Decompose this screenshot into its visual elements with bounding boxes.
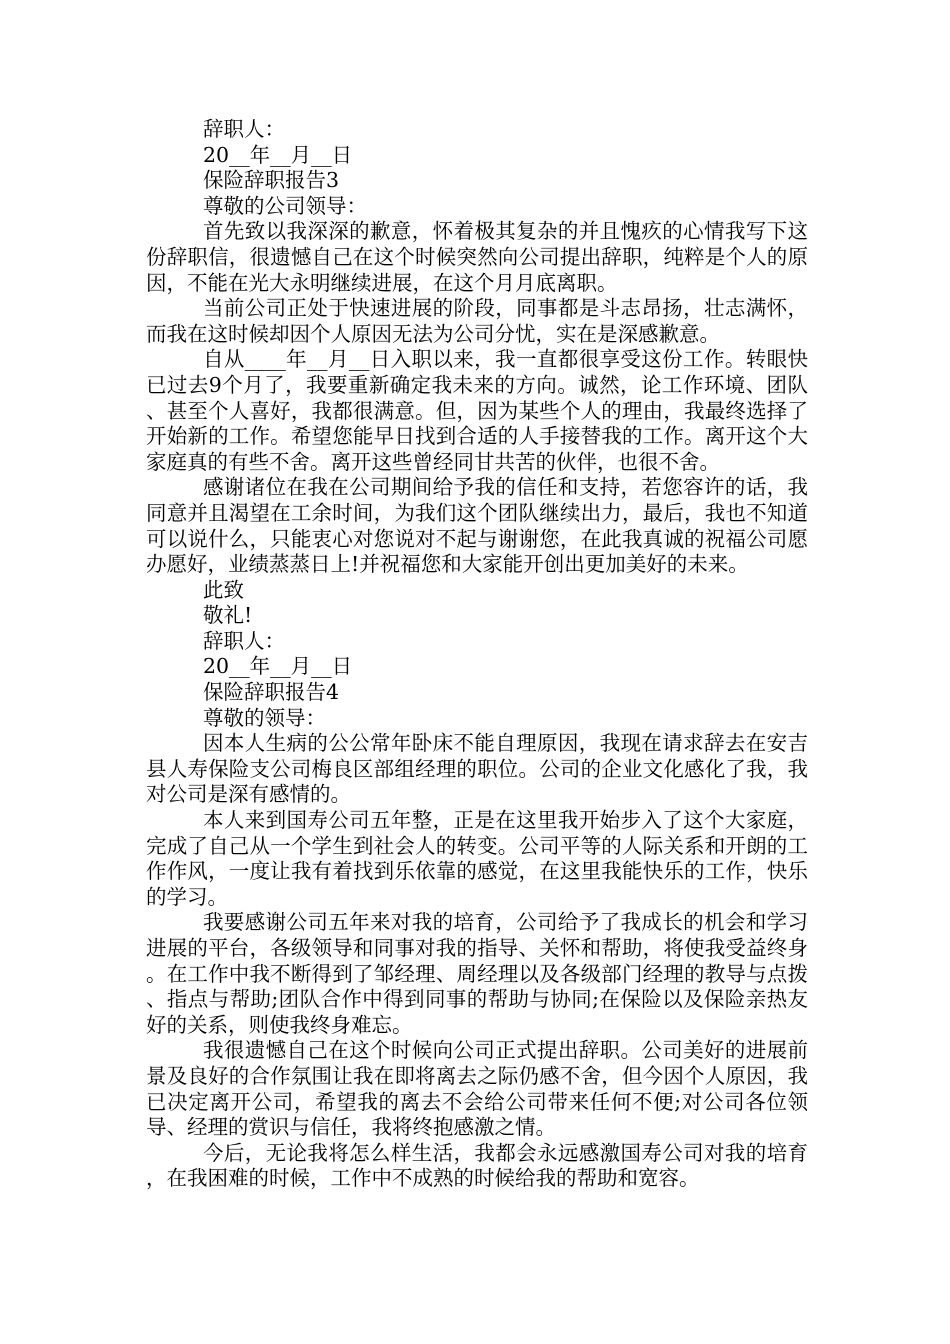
paragraph: 当前公司正处于快速进展的阶段，同事都是斗志昂扬，壮志满怀，而我在这时候却因个人原因无法为公司分忧，实在是深感歉意。 [146, 296, 808, 346]
section-title: 保险辞职报告4 [203, 680, 340, 705]
section-title: 保险辞职报告3 [203, 168, 340, 193]
date-line: 20__年__月__日 [203, 142, 353, 167]
paragraph: 我很遗憾自己在这个时候向公司正式提出辞职。公司美好的进展前景及良好的合作氛围让我在即将离去之际仍感不舍，但今因个人原因，我已决定离开公司，希望我的离去不会给公司带来任何不便;对公司各位领导、经理的赏识与信任，我将终抱感激之情。 [146, 1038, 808, 1140]
document-page [146, 117, 808, 1192]
paragraph: 因本人生病的公公常年卧床不能自理原因，我现在请求辞去在安吉县人寿保险支公司梅良区部组经理的职位。公司的企业文化感化了我，我对公司是深有感情的。 [146, 731, 808, 807]
paragraph: 首先致以我深深的歉意，怀着极其复杂的并且愧疚的心情我写下这份辞职信，很遗憾自己在这个时候突然向公司提出辞职，纯粹是个人的原因，不能在光大永明继续进展，在这个月月底离职。 [146, 219, 808, 295]
signature-label: 辞职人： [203, 117, 285, 141]
salutation: 尊敬的领导： [203, 705, 326, 730]
signature-label: 辞职人： [203, 628, 285, 653]
paragraph: 我要感谢公司五年来对我的培育，公司给予了我成长的机会和学习进展的平台，各级领导和同事对我的指导、关怀和帮助，将使我受益终身。在工作中我不断得到了邹经理、周经理以及各级部门经理的教导与点拨、指点与帮助;团队合作中得到同事的帮助与协同;在保险以及保险亲热友好的关系，则使我终身难忘。 [146, 910, 808, 1037]
closing-line: 此致 [203, 577, 244, 602]
paragraph: 感谢诸位在我在公司期间给予我的信任和支持，若您容许的话，我同意并且渴望在工余时间，为我们这个团队继续出力，最后，我也不知道可以说什么，只能衷心对您说对不起与谢谢您，在此我真诚的祝福公司愿办愿好，业绩蒸蒸日上!并祝福您和大家能开创出更加美好的未来。 [146, 475, 808, 577]
date-line: 20__年__月__日 [203, 654, 353, 679]
paragraph: 自从____年__月__日入职以来，我一直都很享受这份工作。转眼快已过去9个月了，我要重新确定我未来的方向。诚然，论工作环境、团队、甚至个人喜好，我都很满意。但，因为某些个人的理由，我最终选择了开始新的工作。希望您能早日找到合适的人手接替我的工作。离开这个大家庭真的有些不舍。离开这些曾经同甘共苦的伙伴，也很不舍。 [146, 347, 808, 474]
closing-regards: 敬礼! [203, 603, 253, 628]
paragraph: 今后，无论我将怎么样生活，我都会永远感激国寿公司对我的培育，在我困难的时候，工作中不成熟的时候给我的帮助和宽容。 [146, 1140, 808, 1191]
paragraph: 本人来到国寿公司五年整，正是在这里我开始步入了这个大家庭，完成了自己从一个学生到社会人的转变。公司平等的人际关系和开朗的工作作风，一度让我有着找到乐依靠的感觉，在这里我能快乐的工作，快乐的学习。 [146, 808, 808, 909]
salutation: 尊敬的公司领导： [203, 193, 367, 218]
